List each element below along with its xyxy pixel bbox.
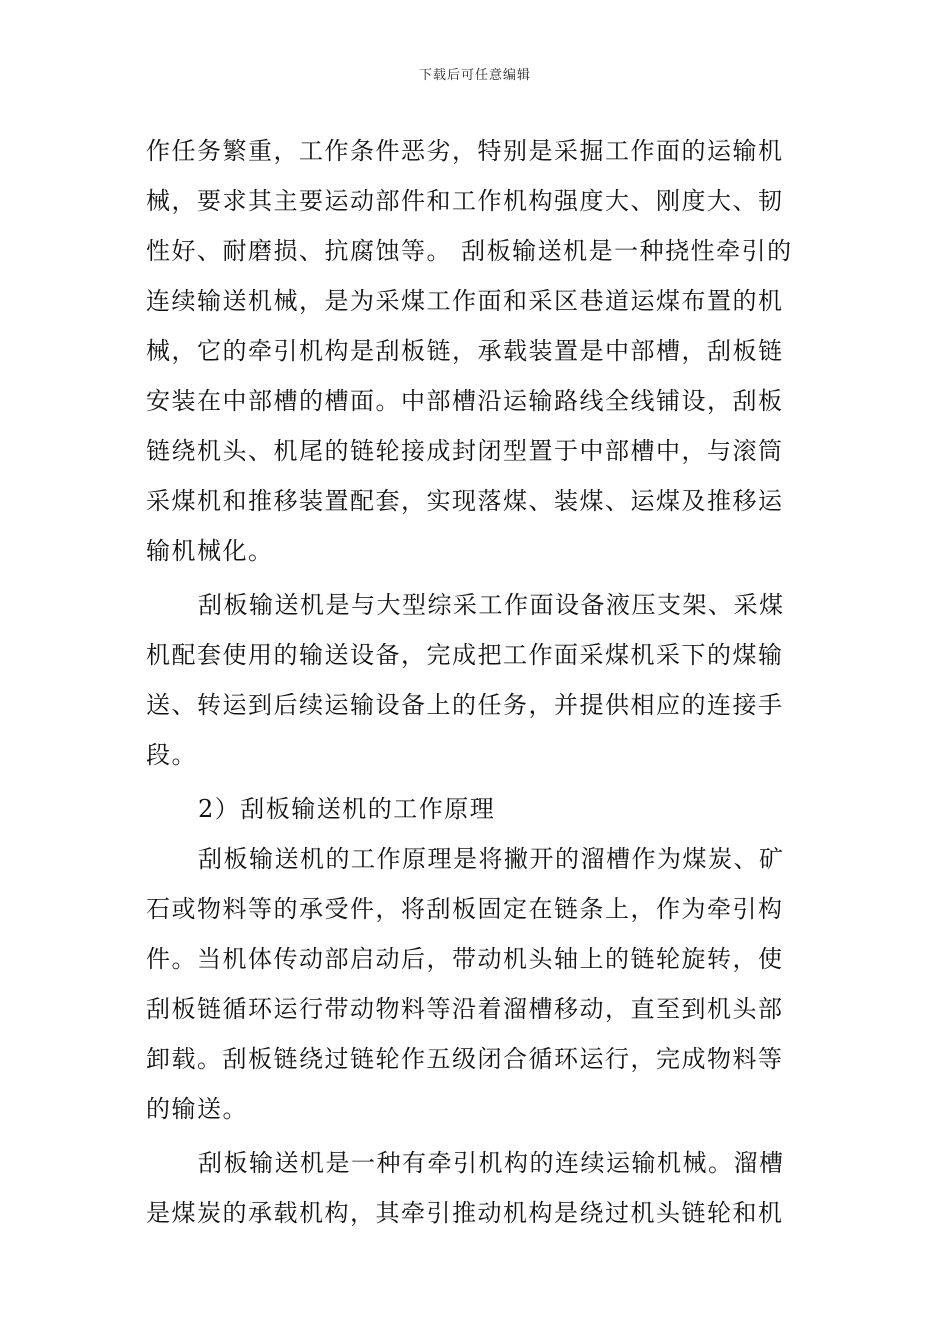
document-body	[146, 126, 806, 1238]
text-line: 段。	[146, 741, 197, 769]
text-line: 链绕机头、机尾的链轮接成封闭型置于中部槽中，与滚筒	[146, 437, 784, 465]
text-line: 械，要求其主要运动部件和工作机构强度大、刚度大、韧	[146, 187, 784, 215]
text-line: 刮板链循环运行带动物料等沿着溜槽移动，直至到机头部	[146, 995, 784, 1023]
text-line: 采煤机和推移装置配套，实现落煤、装煤、运煤及推移运	[146, 487, 784, 515]
text-line: 件。当机体传动部启动后，带动机头轴上的链轮旋转，使	[146, 945, 784, 973]
text-line: 刮板输送机的工作原理是将撇开的溜槽作为煤炭、矿	[198, 845, 785, 873]
text-line: 卸载。刮板链绕过链轮作五级闭合循环运行，完成物料等	[146, 1045, 784, 1073]
text-line: 刮板输送机是与大型综采工作面设备液压支架、采煤	[198, 591, 785, 619]
text-line: 连续输送机械，是为采煤工作面和采区巷道运煤布置的机	[146, 287, 784, 315]
text-line: 械，它的牵引机构是刮板链，承载装置是中部槽，刮板链	[146, 337, 784, 365]
paragraph-working-principle	[146, 834, 806, 1134]
text-line: 是煤炭的承载机构，其牵引推动机构是绕过机头链轮和机	[146, 1199, 784, 1227]
text-line: 的输送。	[146, 1095, 248, 1123]
text-line: 性好、耐磨损、抗腐蚀等。 刮板输送机是一种挠性牵引的	[146, 237, 793, 265]
text-line: 刮板输送机是一种有牵引机构的连续运输机械。溜槽	[198, 1149, 785, 1177]
text-line: 作任务繁重，工作条件恶劣，特别是采掘工作面的运输机	[146, 137, 784, 165]
paragraph-scraper-conveyor-use	[146, 580, 806, 780]
text-line: 送、转运到后续运输设备上的任务，并提供相应的连接手	[146, 691, 784, 719]
page-header: 下载后可任意编辑	[418, 68, 531, 83]
text-line: 输机械化。	[146, 537, 274, 565]
section-heading	[146, 784, 806, 834]
text-line: 机配套使用的输送设备，完成把工作面采煤机采下的煤输	[146, 641, 784, 669]
text-line: 石或物料等的承受件，将刮板固定在链条上，作为牵引构	[146, 895, 784, 923]
heading-working-principle: 2）刮板输送机的工作原理	[198, 795, 496, 823]
text-line: 安装在中部槽的槽面。中部槽沿运输路线全线铺设，刮板	[146, 387, 784, 415]
paragraph-traction-mechanism	[146, 1138, 806, 1238]
paragraph-continuation	[146, 126, 806, 576]
